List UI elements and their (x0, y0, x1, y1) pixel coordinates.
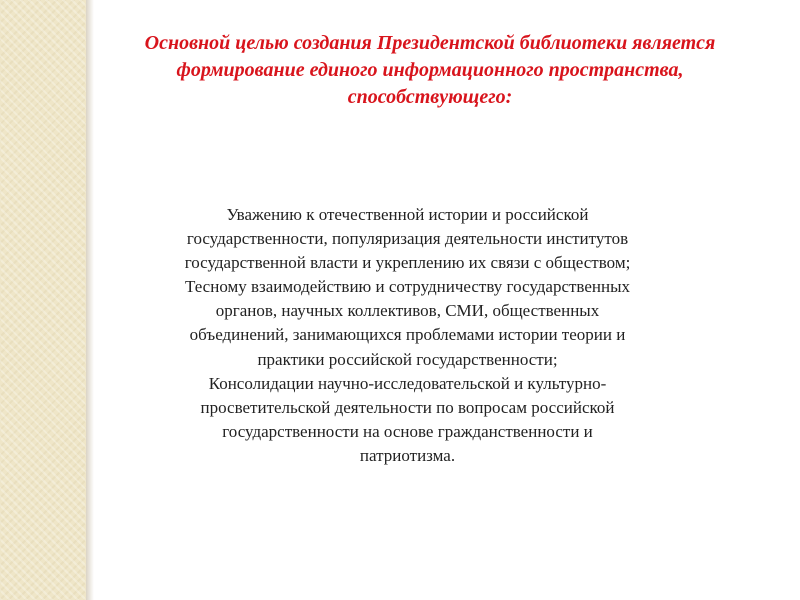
body-line-4: Тесному взаимодействию и сотрудничеству государственных (184, 277, 631, 297)
side-band-shadow (86, 0, 94, 600)
body-line-3: государственной власти и укреплению их связи с обществом; (184, 253, 631, 273)
body-line-1: Уважению к отечественной истории и российской (226, 205, 589, 224)
body-line-6: объединений, занимающихся проблемами истории теории и (189, 325, 626, 345)
title-line-2: формирование единого информационного пространства, (176, 59, 684, 81)
slide-title (100, 30, 760, 111)
body-line-11: патриотизма. (359, 445, 456, 465)
body-line-9: просветительской деятельности по вопросам российской (200, 397, 615, 417)
body-line-10: государственности на основе гражданственности и (222, 421, 593, 441)
decorative-side-band (0, 0, 86, 600)
body-line-2: государственности, популяризация деятельности институтов (186, 229, 629, 249)
title-line-3: способствующего: (347, 86, 513, 108)
slide-body-text (130, 203, 685, 468)
title-line-1: Основной целью создания Президентской библиотеки является (144, 32, 716, 54)
body-line-7: практики российской государственности; (257, 349, 558, 369)
body-line-8: Консолидации научно-исследовательской и культурно- (208, 373, 607, 393)
body-line-5: органов, научных коллективов, СМИ, общественных (215, 301, 600, 321)
